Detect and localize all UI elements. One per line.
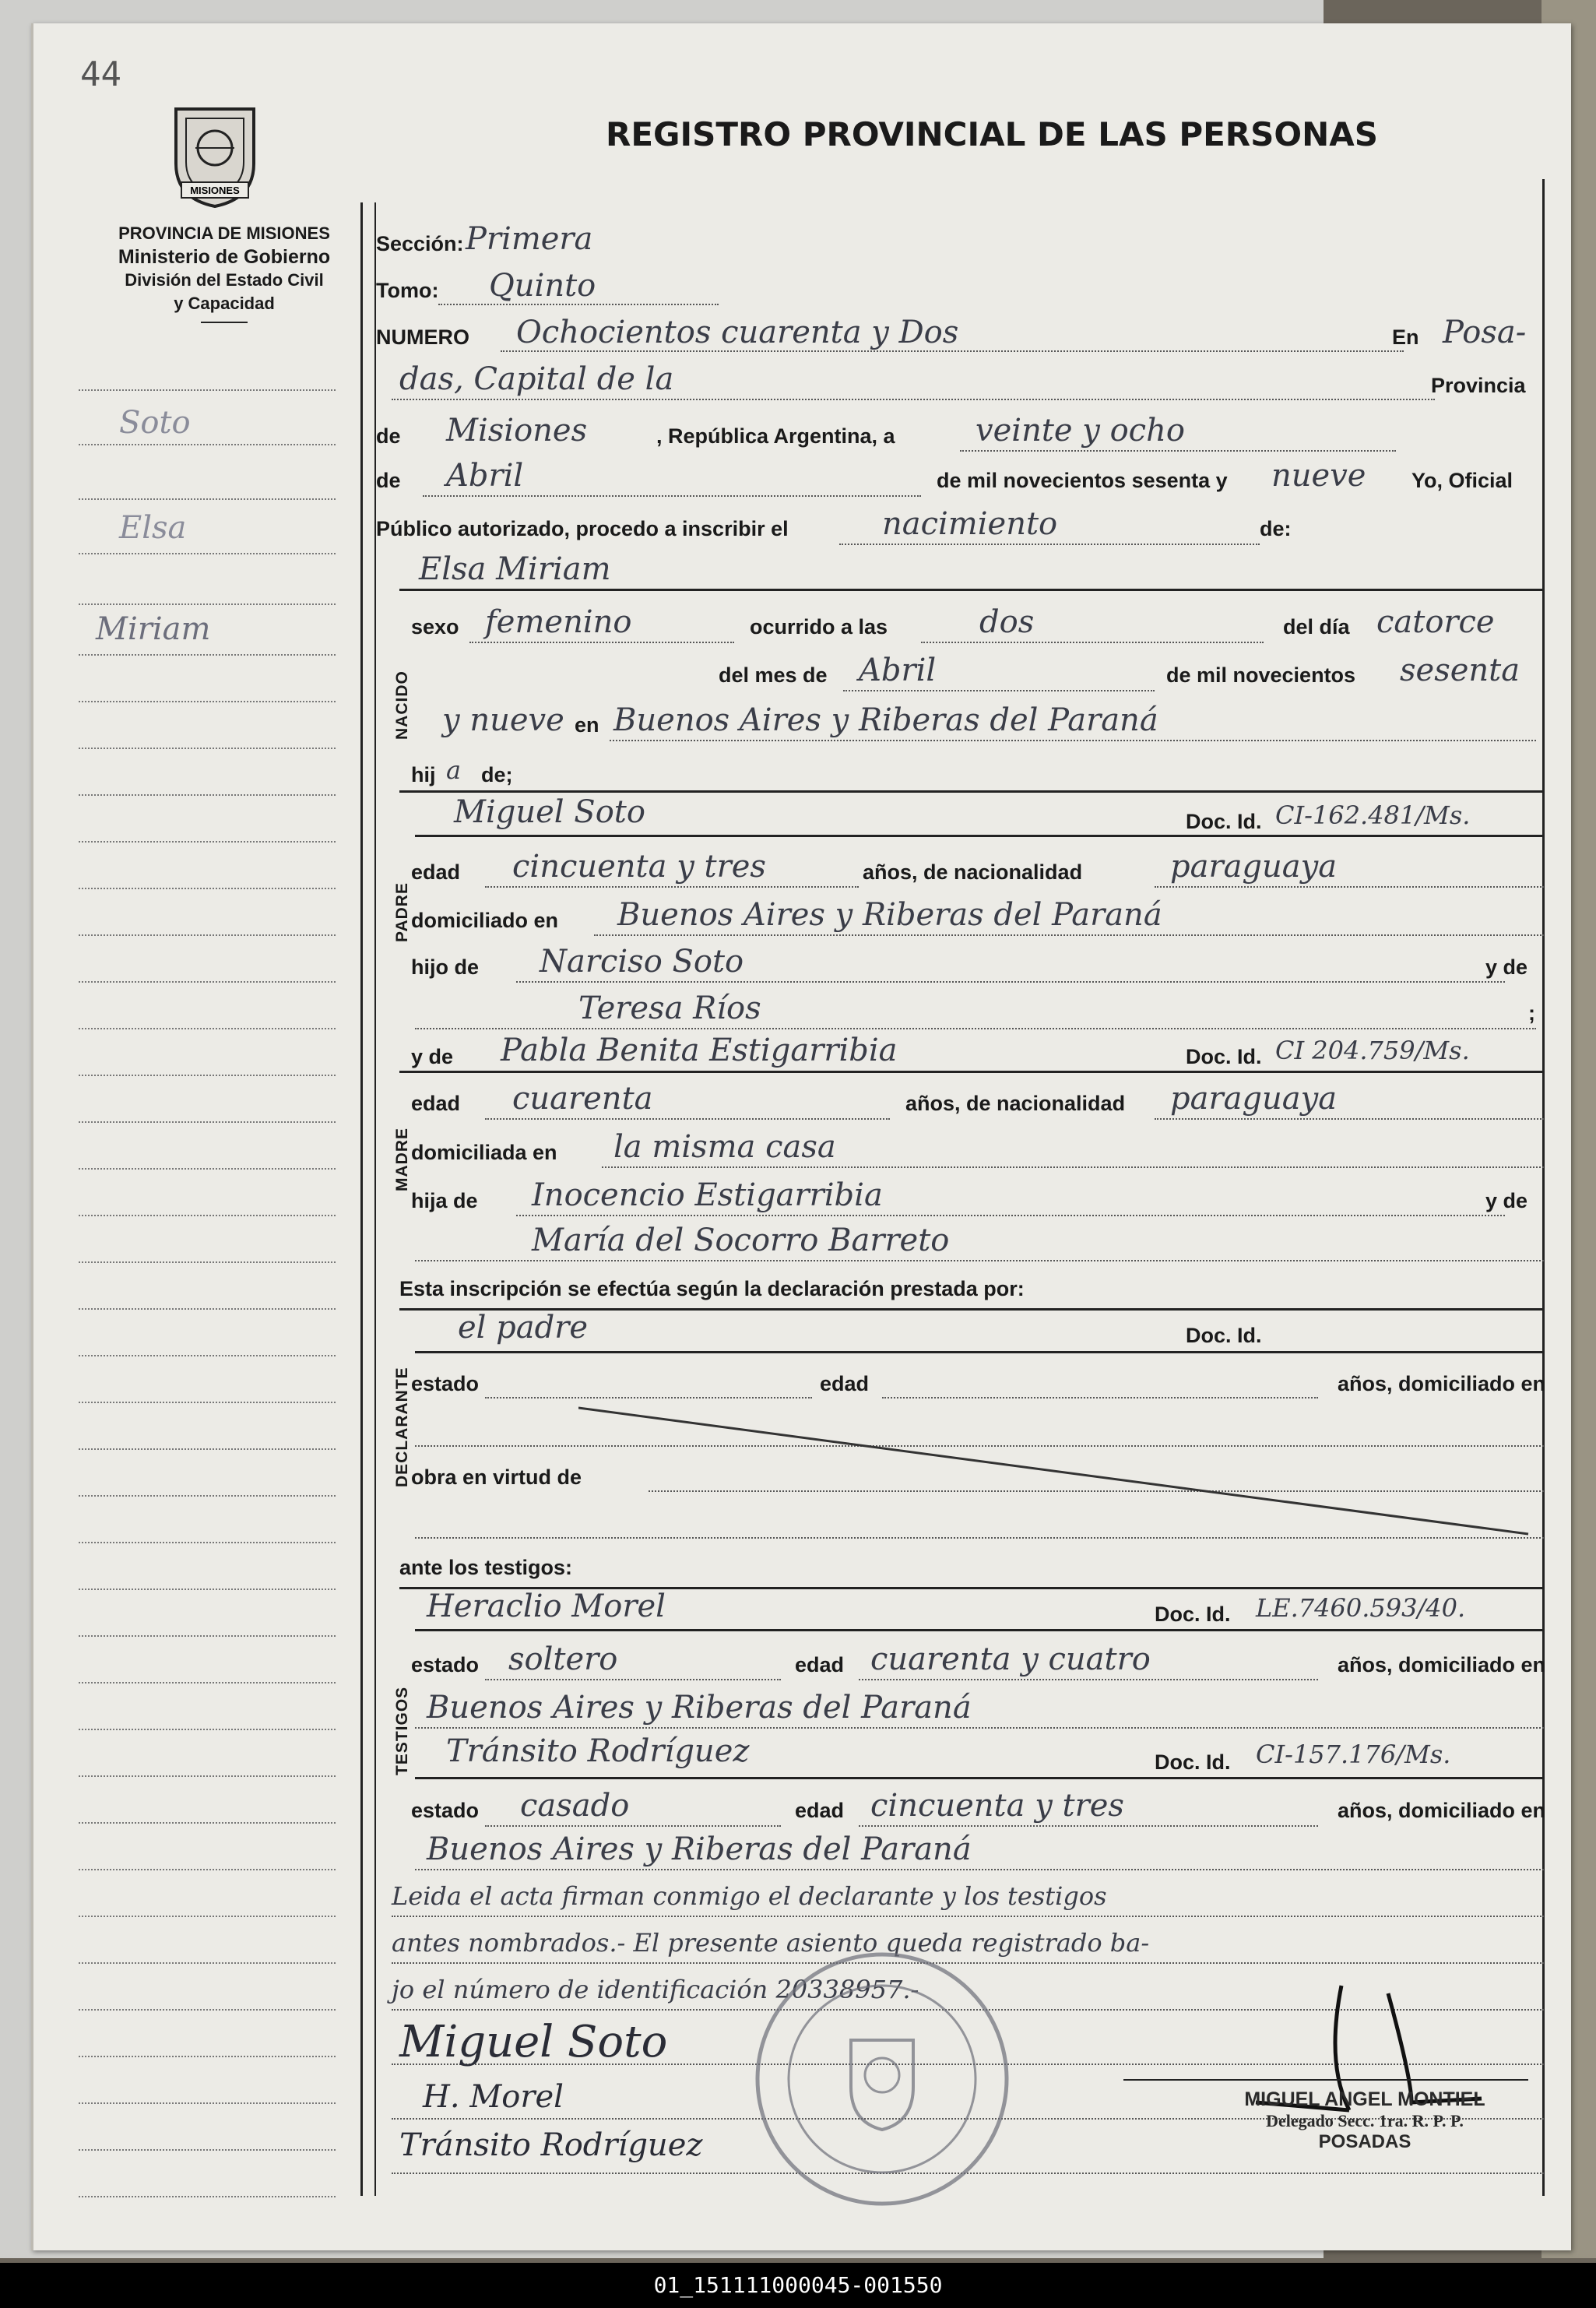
padre-nac-label: años, de nacionalidad	[863, 860, 1083, 884]
y-de-madre-label: y de	[1485, 1189, 1528, 1212]
madre-edad-label: edad	[411, 1092, 461, 1115]
margin-surname: Soto	[119, 405, 191, 441]
madre-nac-label: años, de nacionalidad	[905, 1092, 1126, 1115]
issuer-division: División del Estado Civil	[125, 270, 324, 290]
margin-middlename: Miriam	[96, 611, 211, 647]
cierre-rule-1	[392, 1916, 1544, 1917]
obra-label: obra en virtud de	[411, 1465, 582, 1489]
cierre-line-1: Leida el acta firman conmigo el declarante y los testigos	[392, 1881, 1107, 1911]
anio-value: nueve	[1271, 458, 1366, 494]
testigo1-estado-line	[485, 1679, 781, 1680]
provincia-label: Provincia	[1431, 374, 1526, 397]
madre-dom-line	[602, 1166, 1544, 1168]
mes-value: Abril	[446, 458, 524, 494]
signature-testigo-2: Tránsito Rodríguez	[399, 2127, 703, 2163]
sexo-value: femenino	[485, 604, 632, 640]
declarante-dom-label: años, domiciliado en	[1338, 1372, 1546, 1395]
padre-edad-label: edad	[411, 860, 461, 884]
testigo2-edad-value: cincuenta y tres	[870, 1788, 1124, 1824]
lugar-line	[392, 399, 1435, 400]
declarante-rule	[415, 1351, 1544, 1353]
en2-label: en	[575, 713, 599, 737]
publico-label: Público autorizado, procedo a inscribir el	[376, 517, 789, 540]
padre-dom-value: Buenos Aires y Riberas del Paraná	[617, 897, 1162, 933]
testigo2-edad-label: edad	[795, 1799, 845, 1822]
testigo2-dom-value: Buenos Aires y Riberas del Paraná	[427, 1831, 972, 1867]
hija-de-label: hija de	[411, 1189, 478, 1212]
abuela-m-line	[415, 1260, 1544, 1261]
declarante-edad-label: edad	[820, 1372, 870, 1395]
de2-label: de	[376, 469, 401, 492]
padre-nac-value: paraguaya	[1170, 849, 1338, 885]
hora-line	[921, 642, 1264, 643]
cierre-line-3: jo el número de identificación 20338957.-	[392, 1975, 919, 2004]
issuer-block	[88, 222, 360, 323]
declarante-value: el padre	[458, 1310, 589, 1346]
page-title: REGISTRO PROVINCIAL DE LAS PERSONAS	[606, 115, 1379, 153]
official-role: Delegado Secc. 1ra. R. P. P.	[1266, 2111, 1464, 2130]
nombre-value: Elsa Miriam	[419, 551, 611, 587]
tomo-label: Tomo:	[376, 279, 439, 302]
column-divider-2	[374, 202, 376, 2196]
padre-doc-label: Doc. Id.	[1186, 810, 1262, 833]
sexo-label: sexo	[411, 615, 459, 639]
testigo2-value: Tránsito Rodríguez	[446, 1733, 750, 1769]
abuelo-p-value: Narciso Soto	[540, 944, 744, 980]
issuer-division-2: y Capacidad	[174, 294, 275, 313]
mil-nov-label: de mil novecientos sesenta y	[937, 469, 1228, 492]
testigo2-edad-line	[859, 1825, 1318, 1827]
signature-testigo-1: H. Morel	[423, 2079, 564, 2115]
republica-label: , República Argentina, a	[656, 424, 895, 448]
crest-emblem	[164, 101, 265, 210]
tomo-line	[438, 304, 719, 305]
anio-nac-value: sesenta	[1400, 653, 1520, 688]
hij-label: hij	[411, 763, 436, 786]
declaracion-label: Esta inscripción se efectúa según la declaración prestada por:	[399, 1277, 1025, 1300]
sexo-line	[469, 642, 734, 643]
testigo1-value: Heraclio Morel	[427, 1589, 666, 1624]
hijo-de-label: hijo de	[411, 955, 479, 979]
dia-line	[960, 450, 1396, 452]
tomo-value: Quinto	[489, 268, 596, 304]
padre-edad-value: cincuenta y tres	[512, 849, 766, 885]
madre-nac-value: paraguaya	[1170, 1081, 1338, 1117]
testigo2-estado-line	[485, 1825, 781, 1827]
seccion-value: Primera	[466, 221, 593, 257]
register-sheet	[31, 23, 1571, 2250]
mil-nov2-label: de mil novecientos	[1166, 663, 1356, 687]
de-semi-label: de;	[481, 763, 513, 786]
testigos-label: TESTIGOS	[393, 1686, 411, 1775]
nacido-bottom-rule	[399, 790, 1544, 793]
padre-dom-line	[594, 934, 1544, 936]
numero-line	[501, 350, 1404, 352]
madre-edad-line	[485, 1118, 890, 1120]
testigo1-estado-label: estado	[411, 1653, 480, 1676]
madre-y-de-label: y de	[411, 1045, 454, 1068]
official-seal	[750, 1947, 1014, 2211]
declarante-estado-line	[485, 1397, 812, 1399]
yo-oficial-label: Yo, Oficial	[1411, 469, 1513, 492]
en-value: Posa-	[1443, 315, 1527, 350]
padre-value: Miguel Soto	[454, 794, 645, 830]
numero-value: Ochocientos cuarenta y Dos	[516, 315, 959, 350]
issuer-rule	[201, 322, 248, 323]
testigo1-dom-value: Buenos Aires y Riberas del Paraná	[427, 1690, 972, 1726]
testigo1-dom-line	[415, 1727, 1544, 1729]
margin-firstname: Elsa	[119, 510, 187, 546]
madre-nac-line	[1155, 1118, 1544, 1120]
declarante-edad-line	[882, 1397, 1318, 1399]
madre-doc-label: Doc. Id.	[1186, 1045, 1262, 1068]
testigo1-edad-line	[859, 1679, 1318, 1680]
lugar-nac-line	[610, 740, 1536, 741]
padre-rule	[415, 835, 1544, 837]
testigo2-dom-line	[415, 1869, 1544, 1870]
madre-label: MADRE	[393, 1128, 411, 1191]
scan-footer-id: 01_151111000045-001550	[0, 2263, 1596, 2308]
padre-dom-label: domiciliado en	[411, 909, 559, 932]
hora-value: dos	[979, 604, 1035, 640]
testigo1-doc-label: Doc. Id.	[1155, 1603, 1231, 1626]
madre-edad-value: cuarenta	[512, 1081, 653, 1117]
testigo1-rule	[415, 1629, 1544, 1631]
ocurrido-label: ocurrido a las	[750, 615, 888, 639]
abuela-p-value: Teresa Ríos	[578, 990, 761, 1026]
padre-label: PADRE	[393, 882, 411, 942]
de-colon-label: de:	[1260, 517, 1292, 540]
madre-dom-label: domiciliada en	[411, 1141, 557, 1164]
padre-edad-line	[485, 886, 859, 888]
abuela-m-value: María del Socorro Barreto	[532, 1223, 950, 1258]
mes-nac-line	[843, 690, 1155, 691]
right-border	[1542, 179, 1545, 2196]
testigo1-estado-value: soltero	[508, 1641, 618, 1677]
abuelo-p-line	[516, 981, 1505, 983]
testigo1-edad-label: edad	[795, 1653, 845, 1676]
official-block	[1170, 2079, 1559, 2153]
nacido-top-rule	[399, 589, 1544, 591]
acto-line	[839, 544, 1260, 545]
official-city: POSADAS	[1318, 2131, 1411, 2152]
testigo2-rule	[415, 1777, 1544, 1779]
signature-declarante: Miguel Soto	[399, 2017, 668, 2067]
madre-value: Pabla Benita Estigarribia	[501, 1033, 898, 1068]
madre-doc-value: CI 204.759/Ms.	[1275, 1036, 1470, 1065]
hij-suffix-value: a	[446, 755, 462, 785]
semicolon-label: ;	[1528, 1001, 1535, 1025]
lugar-value: das, Capital de la	[399, 361, 674, 397]
en-label: En	[1392, 325, 1419, 349]
del-mes-label: del mes de	[719, 663, 828, 687]
seccion-label: Sección:	[376, 232, 464, 255]
ante-testigos-label: ante los testigos:	[399, 1556, 573, 1579]
page-number: 44	[80, 55, 121, 94]
issuer-ministry: Ministerio de Gobierno	[118, 246, 331, 268]
provincia-value: Misiones	[446, 413, 588, 449]
nacido-label: NACIDO	[393, 670, 411, 740]
padre-doc-value: CI-162.481/Ms.	[1275, 800, 1471, 830]
abuelo-m-value: Inocencio Estigarribia	[532, 1177, 883, 1213]
testigo2-estado-label: estado	[411, 1799, 480, 1822]
mes-nac-value: Abril	[859, 653, 937, 688]
official-name: MIGUEL ANGEL MONTIEL	[1244, 2088, 1485, 2110]
testigo2-estado-value: casado	[520, 1788, 630, 1824]
declarante-estado-label: estado	[411, 1372, 480, 1395]
del-dia-label: del día	[1283, 615, 1350, 639]
testigo1-doc-value: LE.7460.593/40.	[1256, 1593, 1466, 1623]
numero-label: NUMERO	[376, 325, 469, 349]
declarante-label: DECLARANTE	[393, 1367, 411, 1487]
strike-through-line	[578, 1402, 1544, 1542]
lugar-nac-value: Buenos Aires y Riberas del Paraná	[613, 702, 1158, 738]
dia-value: veinte y ocho	[976, 413, 1185, 449]
madre-dom-value: la misma casa	[613, 1129, 836, 1165]
de-label: de	[376, 424, 401, 448]
madre-rule	[399, 1071, 1544, 1073]
anio-nac2-value: y nueve	[442, 702, 564, 738]
testigo1-dom-label: años, domiciliado en	[1338, 1653, 1546, 1676]
crest-label: MISIONES	[190, 185, 240, 196]
mes-line	[423, 495, 921, 497]
dia-nac-value: catorce	[1376, 604, 1495, 640]
testigo2-doc-value: CI-157.176/Ms.	[1256, 1740, 1451, 1769]
acto-value: nacimiento	[882, 506, 1058, 542]
abuelo-m-line	[516, 1215, 1505, 1216]
y-de-label: y de	[1485, 955, 1528, 979]
testigo2-doc-label: Doc. Id.	[1155, 1750, 1231, 1774]
padre-nac-line	[1155, 886, 1544, 888]
issuer-province: PROVINCIA DE MISIONES	[118, 223, 330, 243]
cierre-line-2: antes nombrados.- El presente asiento queda registrado ba-	[392, 1928, 1150, 1958]
declarante-doc-label: Doc. Id.	[1186, 1324, 1262, 1347]
abuela-p-line	[415, 1028, 1536, 1029]
column-divider	[360, 202, 363, 2196]
testigo1-edad-value: cuarenta y cuatro	[870, 1641, 1151, 1677]
testigo2-dom-label: años, domiciliado en	[1338, 1799, 1546, 1822]
